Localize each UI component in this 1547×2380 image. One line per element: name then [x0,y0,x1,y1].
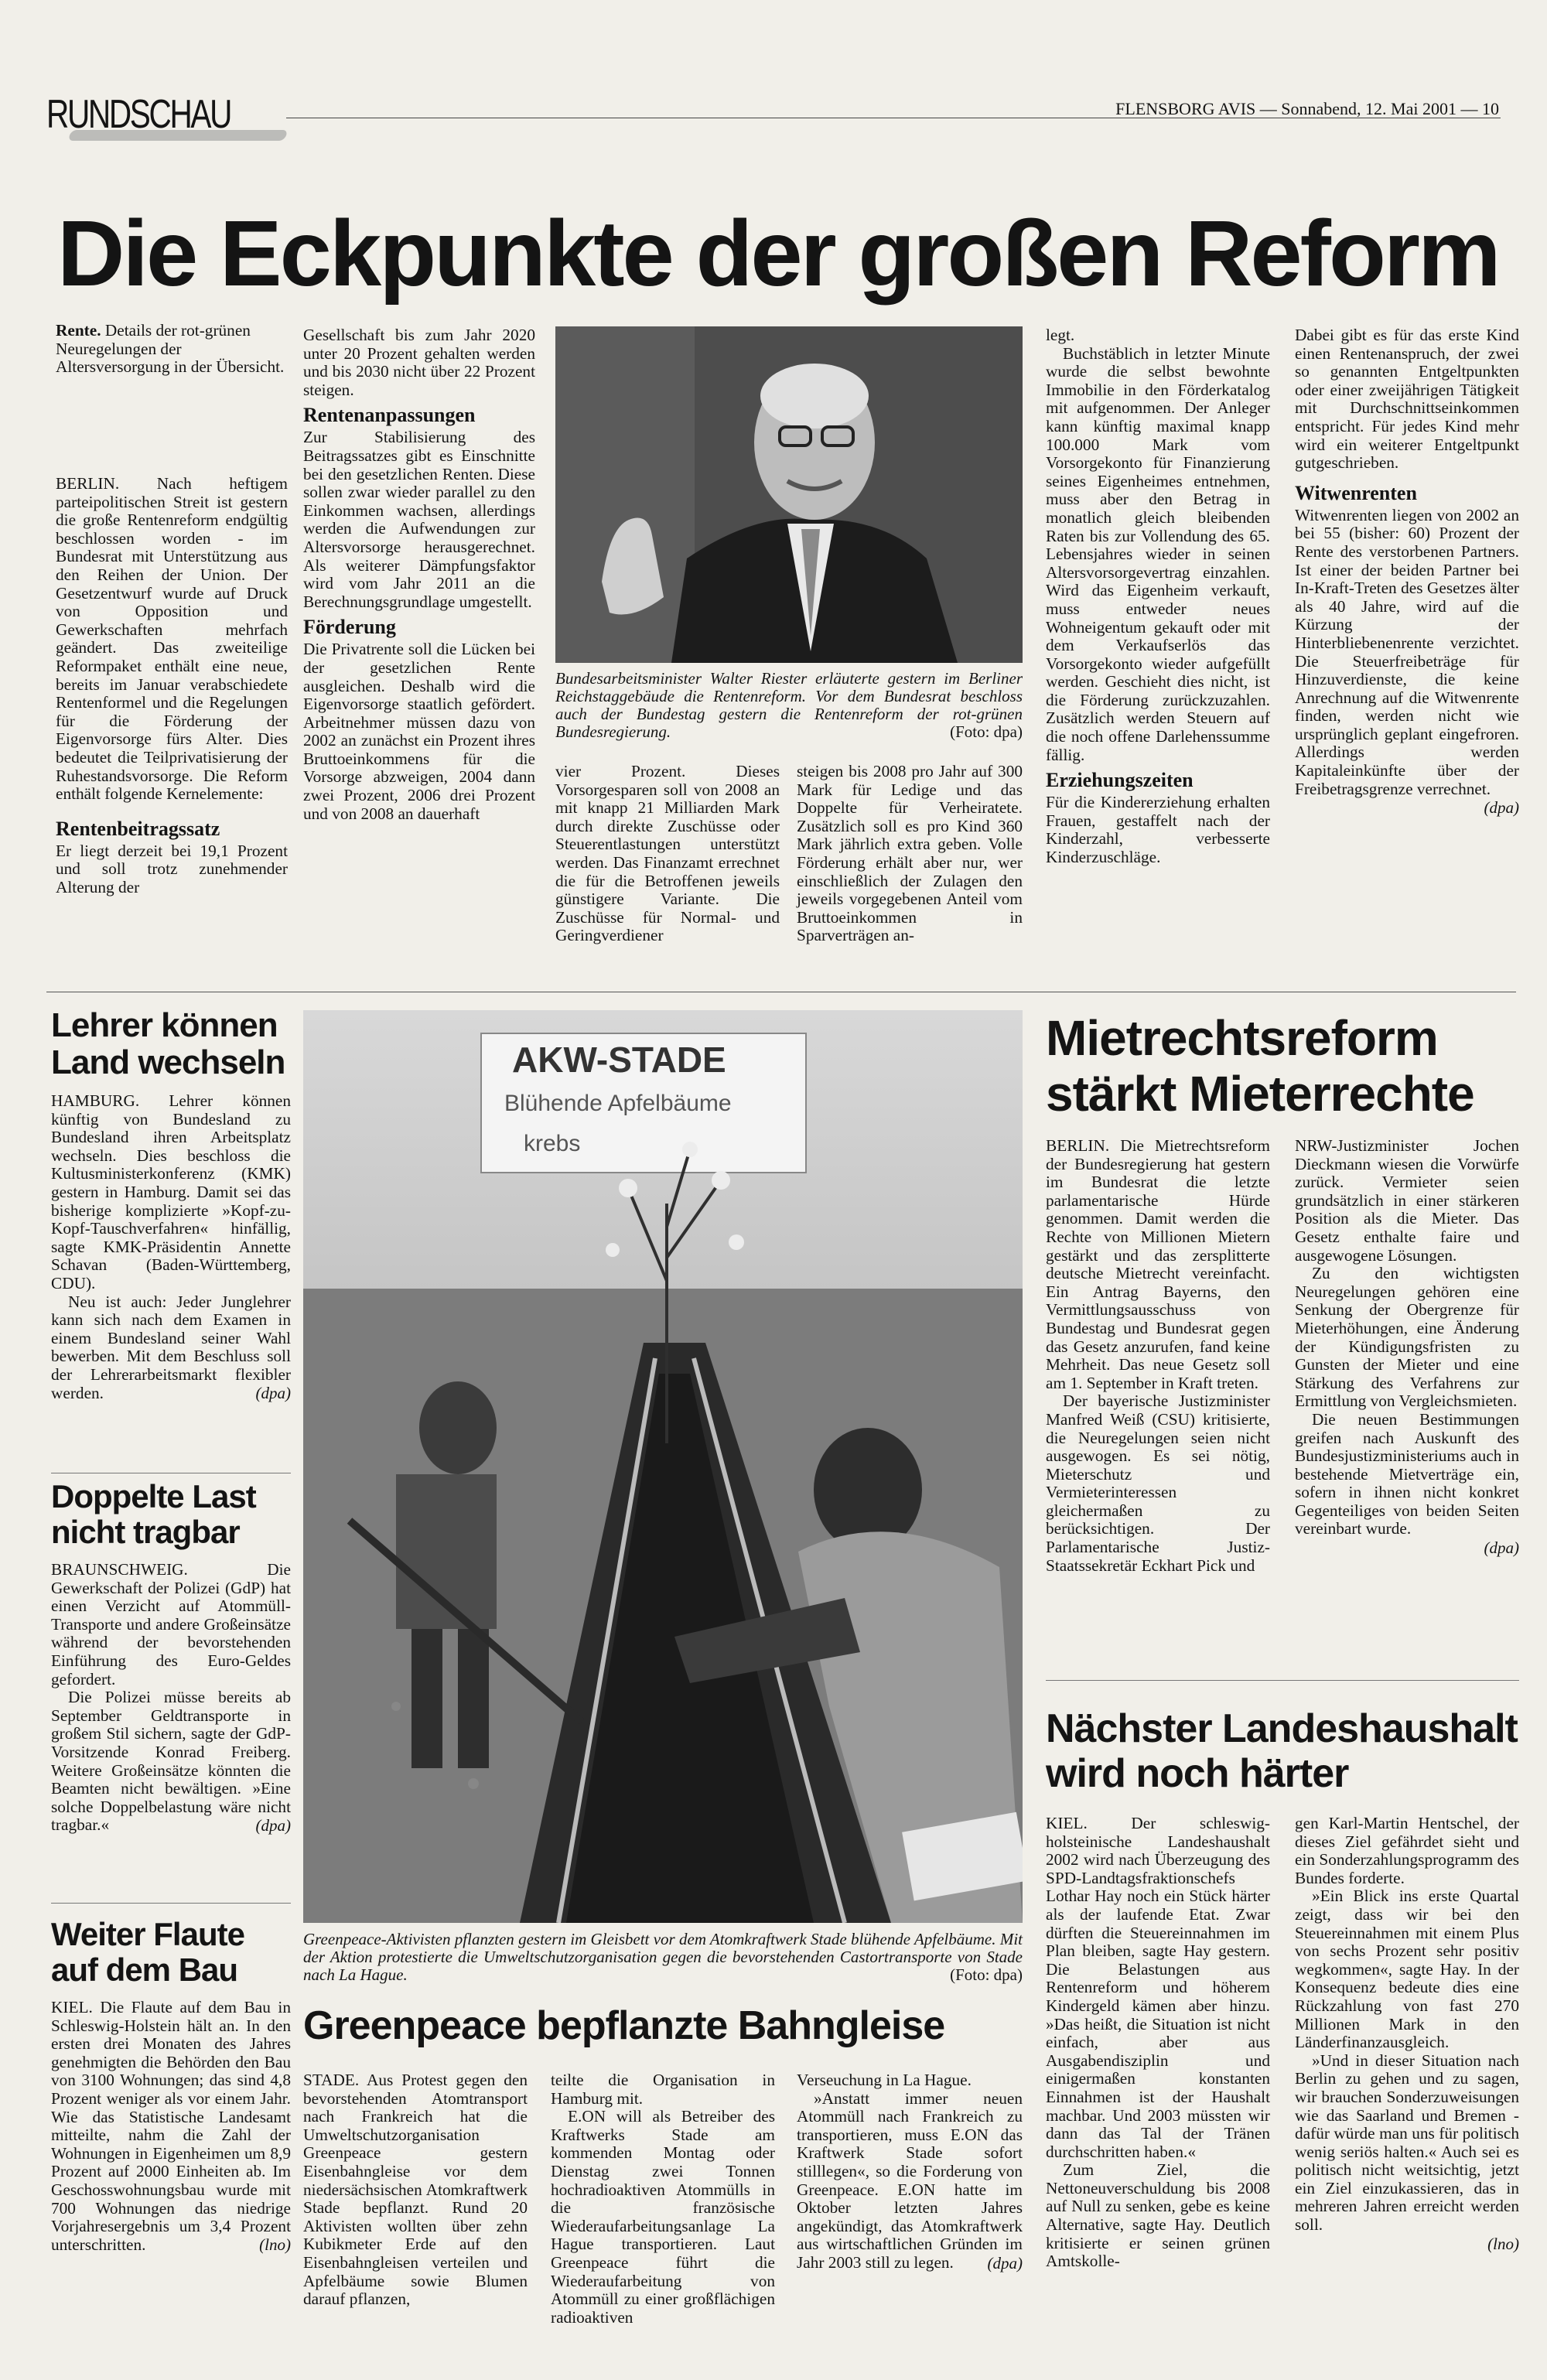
paragraph: KIEL. Die Flaute auf dem Bau in Schleswig-Holstein hält an. In den ersten drei Monaten des Jahres genehmigten die Behörden den Bau von 3100 Wohnungen; das sind 4,8 Prozent weniger als vor einem Jahr. Wie das Statistische Landesamt mitteilte, nahm die Zahl der Wohnungen in Eigenheimen um 8,9 Prozent auf 2000 Einheiten ab. Im Geschosswohnungsbau wurde mit 700 Wohnungen das niedrige Vorjahresergebnis um 3,4 Prozent unterschritten. [51,1998,291,2254]
haushalt-headline: Nächster Landeshaushalt wird noch härter [1046,1706,1518,1796]
subhead-foerderung: Förderung [303,616,396,639]
source-tag: (dpa) [1484,1538,1519,1558]
portrait-caption: Bundesarbeitsminister Walter Riester erläuterte gestern im Berliner Reichstaggebäude die Rentenreform. Vor dem Bundesrat beschloss auch der Bundestag gestern die Rentenreform der rot-grünen Bundesregierung. (Foto: dpa) [555,669,1023,741]
paragraph: Zur Stabilisierung des Beitragssatzes gibt es Einschnitte bei den gesetzlichen Renten. Diese sollen zwar wieder parallel zu den Einkommen wachsen, allerdings werden die Aufwendungen zur Altersvorsorge herausgerechnet. Als weiterer Dämpfungsfaktor wird vom Jahr 2011 an die Berechnungsgrundlage umgestellt. [303,428,535,611]
paragraph: Er liegt derzeit bei 19,1 Prozent und soll trotz zunehmender Alterung der [56,841,288,896]
paragraph: teilte die Organisation in Hamburg mit. [551,2071,775,2108]
mietrecht-col-2 [1295,1137,1519,1558]
paragraph: »Und in dieser Situation nach Berlin zu gehen und zu sagen, wir brauchen Sonderzuweisungen wie das Saarland und Bremen - dafür würde man uns für politisch wenig seriös halten.« Auch sei es politisch nicht weitsichtig, jetzt ein Ziel einzukassieren, das in mehreren Jahren erreicht werden soll. [1295,2050,1519,2235]
banner-subtext-2: krebs [524,1131,581,1156]
paragraph: Zum Ziel, die Nettoneuverschuldung bis 2008 auf Null zu senken, gebe es keine Alternative, sagte Hay. Deutlich kritisierte er seinen grünen Amtskolle- [1046,2160,1270,2271]
source-tag: (dpa) [255,1815,291,1835]
flaute-article [51,1917,291,2255]
haushalt-col-1 [1046,1815,1270,2271]
subhead-erziehung: Erziehungszeiten [1046,769,1194,792]
paragraph: Der bayerische Justizminister Manfred Weiß (CSU) kritisierte, die Neuregelungen seien nicht ausgewogen. Es sei nötig, Mieterschutz und Vermieterinteressen gleichermaßen zu berücksichtigen. Der Parlamentarische Justiz-Staatssekretär Eckhart Pick und [1046,1391,1270,1575]
banner-text: AKW-STADE [512,1040,726,1080]
mietrecht-col-1 [1046,1137,1270,1575]
greenpeace-headline: Greenpeace bepflanzte Bahngleise [303,2003,945,2048]
paragraph: legt. [1046,326,1075,344]
paragraph: Witwenrenten liegen von 2002 an bei 55 (bisher: 60) Prozent der Rente des verstorbenen Partners. Ist einer der beiden Partner bei In-Kraft-Treten des Gesetzes älter als 40 Jahre, wird auf die Kürzung der Hinterbliebenenrente verzichtet. Die Steuerfreibeträge für Hinzuverdienste, die keine Anrechnung auf die Witwenrente finden, werden nicht wie ursprünglich geplant eingefroren. Allerdings werden Kapitaleinkünfte über der Freibetragsgrenze verrechnet. [1295,505,1519,798]
source-tag: (lno) [1487,2234,1519,2253]
main-col-1 [56,322,288,377]
greenpeace-col-3 [797,2071,1023,2273]
main-col-4 [797,763,1023,945]
main-col-5 [1046,326,1270,867]
paragraph: KIEL. Der schleswig-holsteinische Landeshaushalt 2002 wird nach Überzeugung des SPD-Landtagsfraktionschefs Lothar Hay noch ein Stück härter als der laufende Etat. Zwar dürften die Steuereinnahmen im Plan bleiben, sagte Hay gestern. Die Belastungen aus Rentenreform und höherem Kindergeld kämen aber hinzu. »Das heißt, die Situation ist nicht einfach, aber aus Ausgabendisziplin und einigermaßen konstanten Einnahmen ist der Haushalt machbar. Und 2003 müssten wir dann das Tal der Tränen durchschritten haben.« [1046,1814,1270,2161]
haushalt-col-2 [1295,1815,1519,2254]
banner-subtext: Blühende Apfelbäume [504,1091,732,1116]
paragraph: steigen bis 2008 pro Jahr auf 300 Mark für Ledige und das Doppelte für Verheiratete. Zusätzlich soll es pro Kind 360 Mark jährlich extra geben. Volle Förderung erhält aber nur, wer einschließlich der Zulagen den jeweils vorgegebenen Anteil vom Bruttoeinkommen in Sparverträgen an- [797,762,1023,945]
paragraph: BRAUNSCHWEIG. Die Gewerkschaft der Polizei (GdP) hat einen Verzicht auf Atommüll-Transporte und andere Großeinsätze während der bevorstehenden Einführung des Euro-Geldes gefordert. [51,1560,291,1689]
paragraph: gen Karl-Martin Hentschel, der dieses Ziel gefährdet sieht und ein Sonderzahlungsprogramm des Bundes forderte. [1295,1814,1519,1887]
source-tag: (lno) [259,2235,291,2255]
paragraph: Für die Kindererziehung erhalten Frauen, gestaffelt nach der Kinderzahl, verbesserte Kinderzuschläge. [1046,793,1270,867]
paragraph: Die neuen Bestimmungen greifen nach Auskunft des Bundesjustizministeriums auch in bestehende Mietverträge ein, sofern in ihnen nicht konkret Gegenteiliges von beiden Seiten vereinbart wurde. [1295,1409,1519,1538]
divider [51,1903,291,1904]
subhead-witwen: Witwenrenten [1295,481,1417,504]
paragraph: Dabei gibt es für das erste Kind einen Rentenanspruch, der zwei so genannten Entgeltpunkten oder einer zweijährigen Tätigkeit mit Durchschnittseinkommen entspricht. Für jedes Kind mehr wird ein weiterer Entgeltpunkt gutgeschrieben. [1295,326,1519,473]
masthead: FLENSBORG AVIS — Sonnabend, 12. Mai 2001 — 10 [1115,99,1499,118]
greenpeace-col-1 [303,2071,528,2309]
source-tag: (dpa) [255,1384,291,1403]
greenpeace-photo [303,1010,1023,1923]
paragraph: Neu ist auch: Jeder Junglehrer kann sich nach dem Examen in einem Bundesland seiner Wahl bewerben. Mit dem Beschluss soll der Lehrerarbeitsmarkt flexibler werden. [51,1292,291,1402]
paragraph: Gesellschaft bis zum Jahr 2020 unter 20 Prozent gehalten werden und bis 2030 nicht über 22 Prozent steigen. [303,326,535,399]
paragraph: Buchstäblich in letzter Minute wurde die selbst bewohnte Immobilie in den Förderkatalog mit aufgenommen. Der Anleger kann künftig maximal knapp 100.000 Mark vom Vorsorgekonto für Finanzierung seines Eigenheimes entnehmen, muss aber den Betrag in monatlich gleich bleibenden Raten bis zur Vollendung des 65. Lebensjahres wieder in seinen Altersvorsorgevertrag einzahlen. Wird das Eigenheim verkauft, muss entweder neues Wohneigentum gekauft oder mit dem Verkaufserlös das Vorsorgekonto wieder aufgefüllt werden. Geschieht dies nicht, ist die Förderung zurückzuzahlen. Zusätzlich werden Steuern auf die noch offene Darlehenssumme fällig. [1046,343,1270,764]
paragraph: HAMBURG. Lehrer können künftig von Bundesland zu Bundesland ihren Arbeitsplatz wechseln. Dies beschloss die Kultusministerkonferenz (KMK) gestern in Hamburg. Damit sei das bisherige komplizierte »Kopf-zu-Kopf-Tauschverfahren« hinfällig, sagte KMK-Präsidentin Annette Schavan (Baden-Württemberg, CDU). [51,1091,291,1292]
main-col-3 [555,763,780,945]
flaute-headline: Weiter Flaute auf dem Bau [51,1916,244,1988]
paragraph: Verseuchung in La Hague. [797,2071,972,2089]
paragraph: »Anstatt immer neuen Atommüll nach Frankreich zu transportieren, muss E.ON das Kraftwerk Stade sofort stilllegen«, so die Forderung von Greenpeace. E.ON hatte im Oktober letzten Jahres angekündigt, das Atomkraftwerk aus wirtschaftlichen Gründen im Jahr 2003 still zu legen. [797,2088,1023,2272]
paragraph: Die Privatrente soll die Lücken bei der gesetzlichen Rente ausgleichen. Deshalb wird die Eigenvorsorge staatlich gefördert. Arbeitnehmer müssen dazu von 2002 an zunächst ein Prozent ihres Bruttoeinkommens für die Vorsorge abzweigen, 2004 dann zwei Prozent, 2006 drei Prozent und von 2008 an dauerhaft [303,640,535,823]
page-headline: Die Eckpunkte der großen Reform [57,200,1499,306]
lead-text: Rente. Details der rot-grünen Neuregelungen der Altersversorgung in der Übersicht. [56,321,285,377]
greenpeace-caption: Greenpeace-Aktivisten pflanzten gestern im Gleisbett vor dem Atomkraftwerk Stade blühende Apfelbäume. Mit der Aktion protestierte die Umweltschutzorganisation gegen die bevorstehenden Castortransporte von Stade nach La Hague. (Foto: dpa) [303,1930,1023,1984]
last-headline: Doppelte Last nicht tragbar [51,1478,256,1550]
greenpeace-scene [303,1010,1023,1923]
paragraph: Zu den wichtigsten Neuregelungen gehören eine Senkung der Obergrenze für Mieterhöhungen, eine Änderung der Kündigungsfristen zu Gunsten der Mieter und eine Stärkung des Verfahrens zur Ermittlung von Vergleichsmieten. [1295,1264,1519,1411]
paragraph: »Ein Blick ins erste Quartal zeigt, dass wir bei den Steuereinnahmen mit einem Plus von sechs Prozent sehr positiv wegkommen«, sagte Hay. In der Konsequenz bedeute dies eine Rückzahlung von fast 270 Millionen Mark in den Länderfinanzausgleich. [1295,1887,1519,2052]
main-col-1-body [56,475,288,896]
subhead-anpassungen: Rentenanpassungen [303,404,476,427]
source-tag: (dpa) [987,2253,1023,2272]
mietrecht-headline: Mietrechtsreform stärkt Mieterrechte [1046,1010,1474,1122]
portrait-photo [555,326,1023,663]
lehrer-article [51,1007,291,1403]
lehrer-headline: Lehrer können Land wechseln [51,1006,285,1081]
main-col-2 [303,326,535,823]
source-tag: (dpa) [1484,798,1519,818]
paragraph: STADE. Aus Protest gegen den bevorstehenden Atomtransport nach Frankreich hat die Umweltschutzorganisation Greenpeace gestern Eisenbahngleise vor dem niedersächsischen Atomkraftwerk Stade bepflanzt. Rund 20 Aktivisten wollten über zehn Kubikmeter Erde auf den Eisenbahngleisen verteilen und Apfelbäume sowie Blumen darauf pflanzen, [303,2071,528,2309]
subhead-beitragssatz: Rentenbeitragssatz [56,817,220,840]
paragraph: BERLIN. Nach heftigem parteipolitischen Streit ist gestern die große Rentenreform endgültig beschlossen worden - im Bundesrat mit Unterstützung aus den Reihen der Union. Der Gesetzentwurf wurde auf Druck von Opposition und Gewerkschaften mehrfach geändert. Das zweiteilige Reformpaket enthält eine neue, bereits im Januar verabschiedete Rentenformel und die Regelungen für die Förderung der Eigenvorsorge fürs Alter. Dies bedeutet die Teilprivatisierung der Ruhestandsvorsorge. Die Reform enthält folgende Kernelemente: [56,474,288,804]
paragraph: NRW-Justizminister Jochen Dieckmann wiesen die Vorwürfe zurück. Vermieter seien grundsätzlich in einer stärkeren Position als die Mieter. Das Gesetz enthalte faire und ausgewogene Lösungen. [1295,1136,1519,1265]
divider [1046,1680,1519,1681]
section-logo [46,91,286,145]
paragraph: Die Polizei müsse bereits ab September Geldtransporte in großem Stil sichern, sagte der GdP-Vorsitzende Konrad Freiberg. Weitere Großeinsätze könnten die Beamten nicht bewältigen. »Eine solche Doppelbelastung wäre nicht tragbar.« [51,1688,291,1835]
paragraph: E.ON will als Betreiber des Kraftwerks Stade am kommenden Montag oder Dienstag zwei Tonnen hochradioaktiven Atommülls in die französische Wiederaufarbeitungsanlage La Hague transportieren. Laut Greenpeace führt die Wiederaufarbeitung von Atommüll zu einer großflächigen radioaktiven [551,2107,775,2327]
section-title: RUNDSCHAU [46,92,231,137]
main-col-6 [1295,326,1519,818]
last-article [51,1479,291,1835]
paragraph: BERLIN. Die Mietrechtsreform der Bundesregierung hat gestern im Bundesrat die letzte parlamentarische Hürde genommen. Damit werden die Rechte von Millionen Mietern gestärkt und das zersplitterte deutsche Mietrecht vereinfacht. Ein Antrag Bayerns, den Vermittlungsausschuss von Bundestag und Bundesrat gegen das Gesetz anzurufen, fand keine Mehrheit. Das neue Gesetz soll am 1. September in Kraft treten. [1046,1136,1270,1392]
greenpeace-col-2 [551,2071,775,2327]
paragraph: vier Prozent. Dieses Vorsorgesparen soll von 2008 an mit knapp 21 Milliarden Mark durch direkte Zuschüsse oder Steuerentlastungen unterstützt werden. Das Finanzamt errechnet die für die Betroffenen jeweils günstigere Variante. Die Zuschüsse für Normal- und Geringverdiener [555,762,780,945]
portrait-figure [555,326,1023,663]
